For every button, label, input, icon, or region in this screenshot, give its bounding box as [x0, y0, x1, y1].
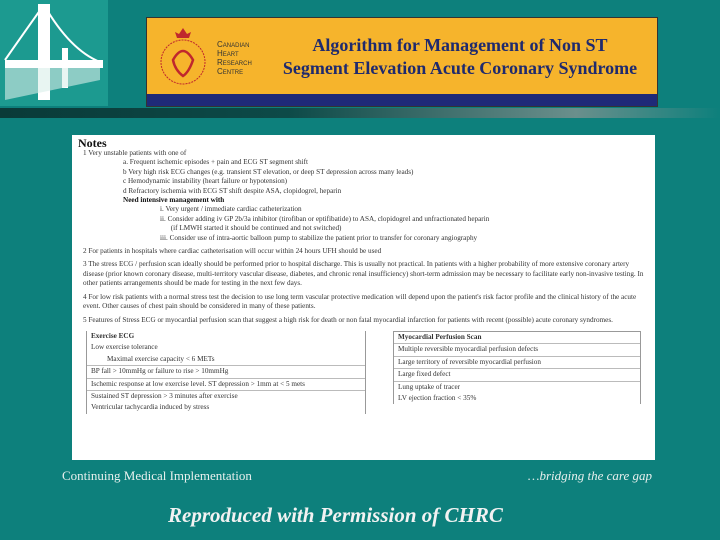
bridge-logo-image [0, 0, 108, 106]
table-row: Maximal exercise capacity < 6 METs [87, 354, 365, 366]
page-title [265, 34, 655, 80]
table-row: Large territory of reversible myocardial perfusion [394, 357, 640, 369]
table-row: Lung uptake of tracer [398, 382, 461, 391]
title-line-2: Segment Elevation Acute Coronary Syndrome [282, 58, 638, 78]
need-item: (if LMWH started it should be continued and not switched) [160, 224, 342, 233]
exercise-ecg-table [86, 331, 366, 414]
table-header: Myocardial Perfusion Scan [394, 332, 640, 344]
title-line-1: Algorithm for Management of Non ST [312, 35, 608, 55]
note-subitem: d Refractory ischemia with ECG ST shift despite ASA, clopidogrel, heparin [123, 186, 342, 195]
note-1: 1 Very unstable patients with one of [83, 149, 187, 157]
note-subitem: c Hemodynamic instability (heart failure or hypotension) [123, 177, 288, 186]
table-row: BP fall > 10mmHg or failure to rise > 10mmHg [87, 366, 365, 378]
need-item: ii. Consider adding iv GP 2b/3a inhibitor (tirofiban or eptifibatide) to ASA, clopidogrel and unfractionated heparin [160, 214, 490, 223]
org-name [217, 40, 252, 76]
table-row: Sustained ST depression > 3 minutes after exercise [91, 391, 238, 400]
notes-document [72, 135, 655, 460]
perfusion-scan-table [393, 331, 641, 404]
note-5: 5 Features of Stress ECG or myocardial perfusion scan that suggest a high risk for death or non fatal myocardial infarction for patients with recent (possible) acute coronary syndromes. [83, 315, 613, 324]
footer-right-text: …bridging the care gap [527, 468, 652, 483]
need-item: i. Very urgent / immediate cardiac catheterization [160, 205, 302, 214]
note-subitem: b Very high risk ECG changes (e.g. transient ST elevation, or deep ST depression across many leads) [123, 167, 414, 176]
org-line: Research [217, 58, 252, 67]
need-heading: Need intensive management with [123, 196, 225, 205]
note-subitem: a. Frequent ischemic episodes + pain and ECG ST segment shift [123, 158, 308, 167]
header-banner [146, 17, 658, 107]
footer-left-text: Continuing Medical Implementation [62, 468, 252, 483]
banner-navy-band [147, 94, 657, 106]
chrc-heart-logo [157, 26, 209, 88]
table-row: Ventricular tachycardia induced by stress [91, 403, 210, 412]
note-2: 2 For patients in hospitals where cardiac catheterisation will occur within 24 hours UFH should be used [83, 247, 382, 256]
permission-overlay-text: Reproduced with Permission of CHRC [168, 503, 503, 527]
table-row: Ischemic response at low exercise level. ST depression > 1mm at < 5 mets [87, 379, 365, 391]
note-3: 3 The stress ECG / perfusion scan ideally should be performed prior to hospital discharge. This is usually not practical. In patients with a higher probability of more extensive coronary artery disease (prior known coronary disease, multi-territory vascular disease, diabetes, and chronic renal insufficiency) short-term admission may be necessary to facilitate early non-invasive testing. In other patients arrangements should be made for testing in the next few days. [83, 260, 644, 288]
table-row: Multiple reversible myocardial perfusion defects [394, 344, 640, 356]
org-line: Canadian [217, 40, 250, 49]
table-row: LV ejection fraction < 35% [398, 393, 477, 402]
table-header: Exercise ECG [91, 331, 135, 340]
org-line: Centre [217, 67, 244, 76]
org-line: Heart [217, 49, 239, 58]
note-4: 4 For low risk patients with a normal stress test the decision to use long term vascular protective medication will depend upon the patient's risk factor profile and the clinical history of the acute event. Other causes of chest pain should be considered in many of these patients. [83, 292, 637, 311]
need-item: iii. Consider use of intra-aortic balloon pump to stabilize the patient prior to transfer for coronary angiography [160, 233, 478, 242]
notes-heading: Notes [78, 136, 107, 150]
table-row: Large fixed defect [394, 369, 640, 381]
table-row: Low exercise tolerance [91, 343, 158, 352]
risk-features-tables [78, 331, 649, 414]
decorative-gradient-bar [0, 108, 720, 118]
